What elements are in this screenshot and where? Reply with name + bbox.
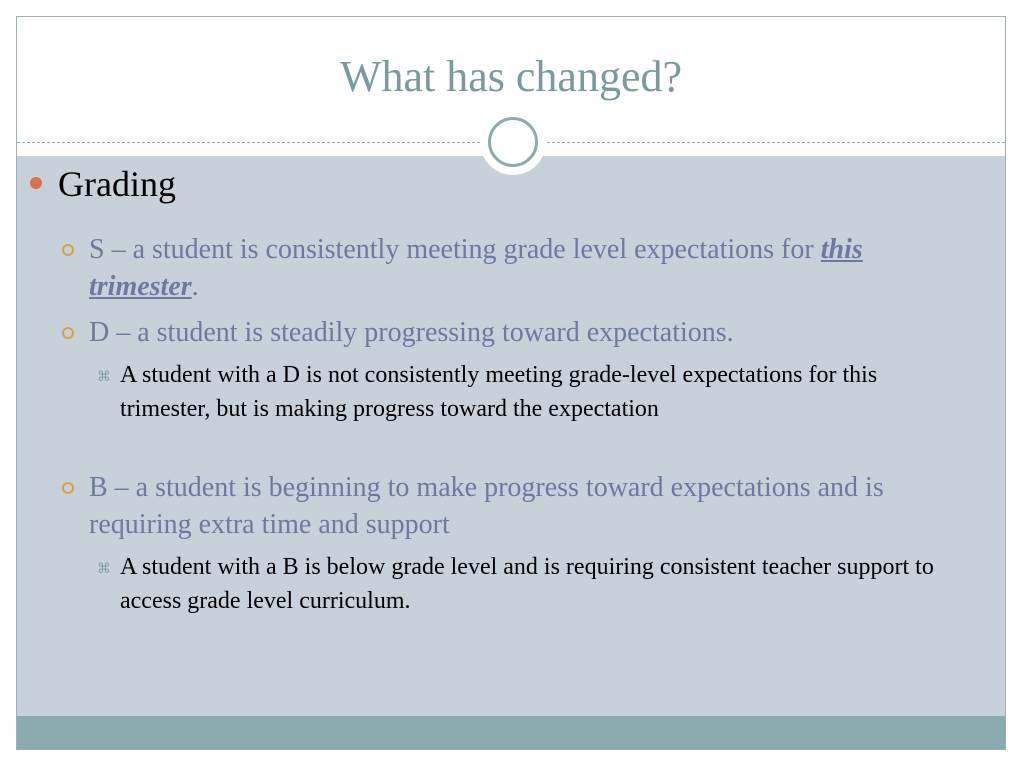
footer-bar (17, 716, 1005, 750)
bullet-s-grade (89, 231, 969, 305)
bullet-b-grade: B – a student is beginning to make progress toward expectations and is requiring extra time and support (89, 472, 884, 540)
bullet-s-period: . (191, 271, 199, 302)
bullet-s-emphasis: this trimester (89, 234, 863, 302)
bullet-s-text: S – a student is consistently meeting grade level expectations for (89, 234, 821, 265)
bullet-d-grade: D – a student is steadily progressing toward expectations. (89, 317, 734, 348)
x-star-bullet-icon: ⌘ (97, 561, 111, 577)
slide-title: What has changed? (339, 52, 683, 101)
bullet-b-detail: A student with a B is below grade level and is requiring consistent teacher support to access grade level curriculum. (120, 554, 934, 614)
x-star-bullet-icon: ⌘ (97, 369, 111, 385)
bullet-d-detail: A student with a D is not consistently meeting grade-level expectations for this trimester, but is making progress toward the expectation (120, 362, 878, 422)
bullet-grading: Grading (58, 164, 176, 204)
hollow-circle-bullet-icon (62, 244, 74, 256)
hollow-circle-bullet-icon (62, 327, 74, 339)
hollow-circle-bullet-icon (62, 482, 74, 494)
filled-circle-bullet-icon (30, 177, 42, 189)
ring-ornament-inner (488, 117, 538, 167)
ring-ornament-icon (480, 109, 546, 175)
